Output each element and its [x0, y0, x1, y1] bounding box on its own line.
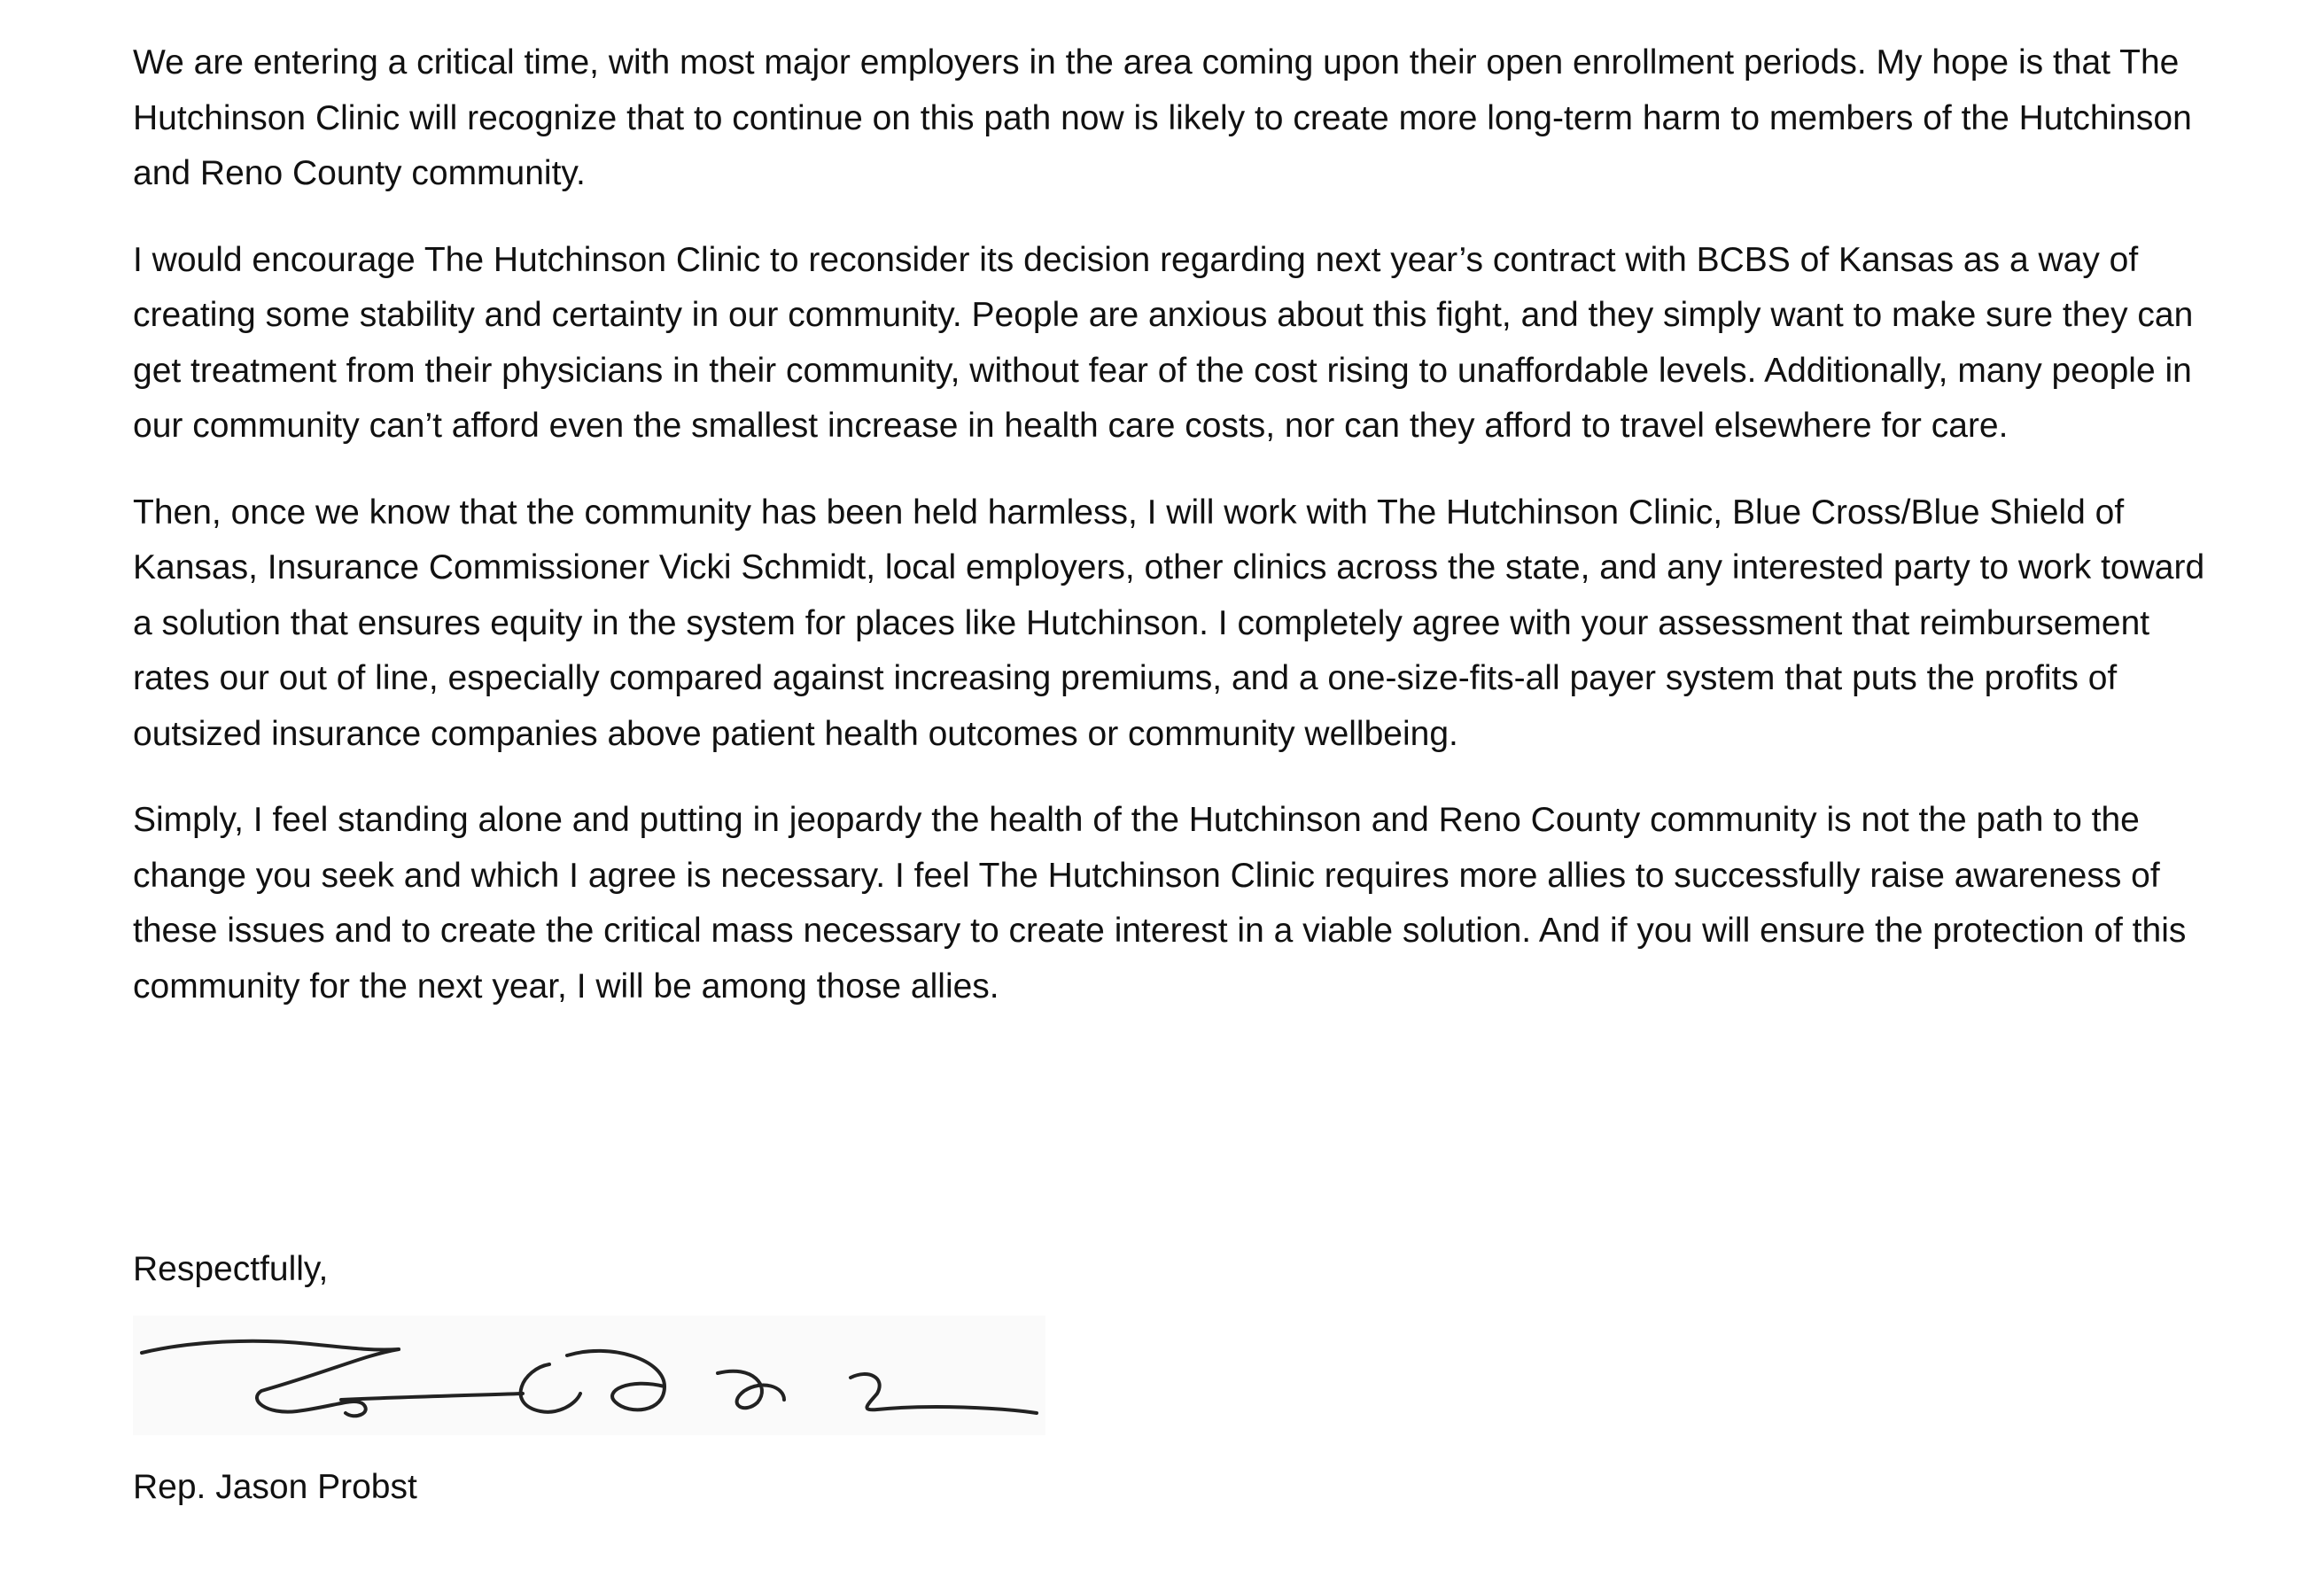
- signature-image: [133, 1316, 1045, 1435]
- closing-line: Respectfully,: [133, 1250, 329, 1288]
- signature-icon: [133, 1316, 1045, 1435]
- signer-name: Rep. Jason Probst: [133, 1468, 417, 1506]
- paragraph-2: I would encourage The Hutchinson Clinic to reconsider its decision regarding next year’s contract with BCBS of Kansas as a way of creating some stability and certainty in our community. People are anxious about this fight, and they simply want to make sure they can get treatment from their physicians in their community, without fear of the cost rising to unaffordable levels. Additionally, many people in our community can’t afford even the smallest increase in health care costs, nor can they afford to travel elsewhere for care.: [133, 240, 2194, 445]
- letter-body: [133, 35, 2224, 1045]
- paragraph-3: Then, once we know that the community has been held harmless, I will work with The Hutchinson Clinic, Blue Cross/Blue Shield of Kansas, Insurance Commissioner Vicki Schmidt, local employers, other clinics across the state, and any interested party to work toward a solution that ensures equity in the system for places like Hutchinson. I completely agree with your assessment that reimbursement rates our out of line, especially compared against increasing premiums, and a one-size-fits-all payer system that puts the profits of outsized insurance companies above patient health outcomes or community wellbeing.: [133, 493, 2205, 753]
- paragraph-1: We are entering a critical time, with most major employers in the area coming upon their open enrollment periods. My hope is that The Hutchinson Clinic will recognize that to continue on this path now is likely to create more long-term harm to members of the Hutchinson and Reno County community.: [133, 43, 2192, 192]
- paragraph-4: Simply, I feel standing alone and putting in jeopardy the health of the Hutchinson and Reno County community is not the path to the change you seek and which I agree is necessary. I feel The Hutchinson Clinic requires more allies to successfully raise awareness of these issues and to create the critical mass necessary to create interest in a viable solution. And if you will ensure the protection of this community for the next year, I will be among those allies.: [133, 801, 2187, 1006]
